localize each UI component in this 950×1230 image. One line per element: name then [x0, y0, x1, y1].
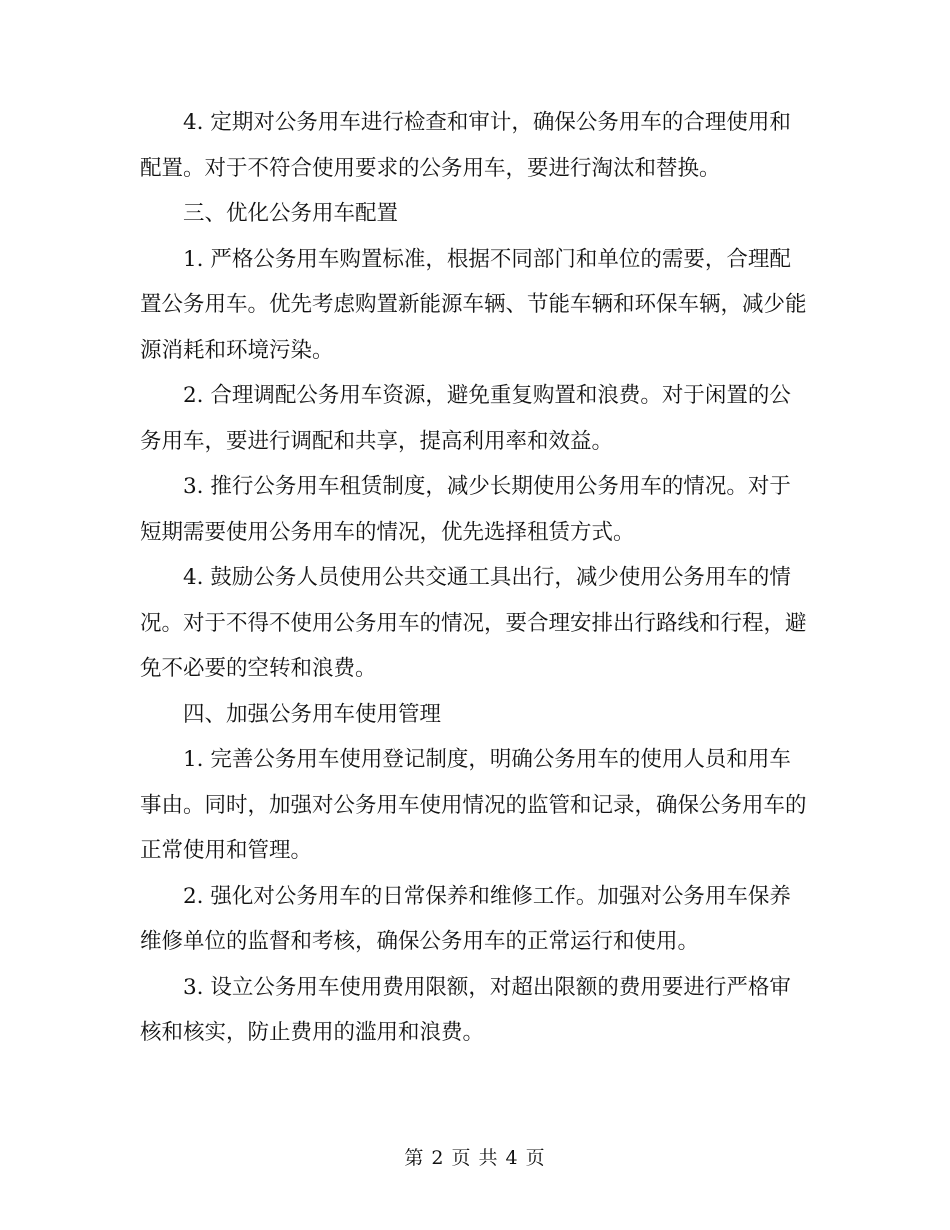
paragraph-item-3-cost-limit: 3. 设立公务用车使用费用限额，对超出限额的费用要进行严格审核和核实，防止费用的滥用和浪费。	[140, 974, 791, 1045]
paragraph-item-2-maintenance: 2. 强化对公务用车的日常保养和维修工作。加强对公务用车保养维修单位的监督和考核，确保公务用车的正常运行和使用。	[140, 883, 791, 954]
paragraph-item-2-allocation: 2. 合理调配公务用车资源，避免重复购置和浪费。对于闲置的公务用车，要进行调配和共享，提高利用率和效益。	[140, 383, 791, 454]
page-number-footer: 第 2 页 共 4 页	[404, 1147, 546, 1169]
section-heading-optimize-config: 三、优化公务用车配置	[183, 201, 399, 226]
paragraph-item-1-registration: 1. 完善公务用车使用登记制度，明确公务用车的使用人员和用车事由。同时，加强对公务用车使用情况的监管和记录，确保公务用车的正常使用和管理。	[140, 747, 807, 863]
paragraph-item-4-public-transport: 4. 鼓励公务人员使用公共交通工具出行，减少使用公务用车的情况。对于不得不使用公务用车的情况，要合理安排出行路线和行程，避免不必要的空转和浪费。	[140, 565, 807, 681]
paragraph-item-3-leasing: 3. 推行公务用车租赁制度，减少长期使用公务用车的情况。对于短期需要使用公务用车的情况，优先选择租赁方式。	[140, 474, 791, 545]
paragraph-item-1-purchase-standard: 1. 严格公务用车购置标准，根据不同部门和单位的需要，合理配置公务用车。优先考虑购置新能源车辆、节能车辆和环保车辆，减少能源消耗和环境污染。	[140, 246, 807, 363]
document-body	[140, 100, 812, 1056]
paragraph-item-4-audit: 4. 定期对公务用车进行检查和审计，确保公务用车的合理使用和配置。对于不符合使用要求的公务用车，要进行淘汰和替换。	[140, 110, 791, 181]
section-heading-usage-management: 四、加强公务用车使用管理	[183, 701, 442, 727]
